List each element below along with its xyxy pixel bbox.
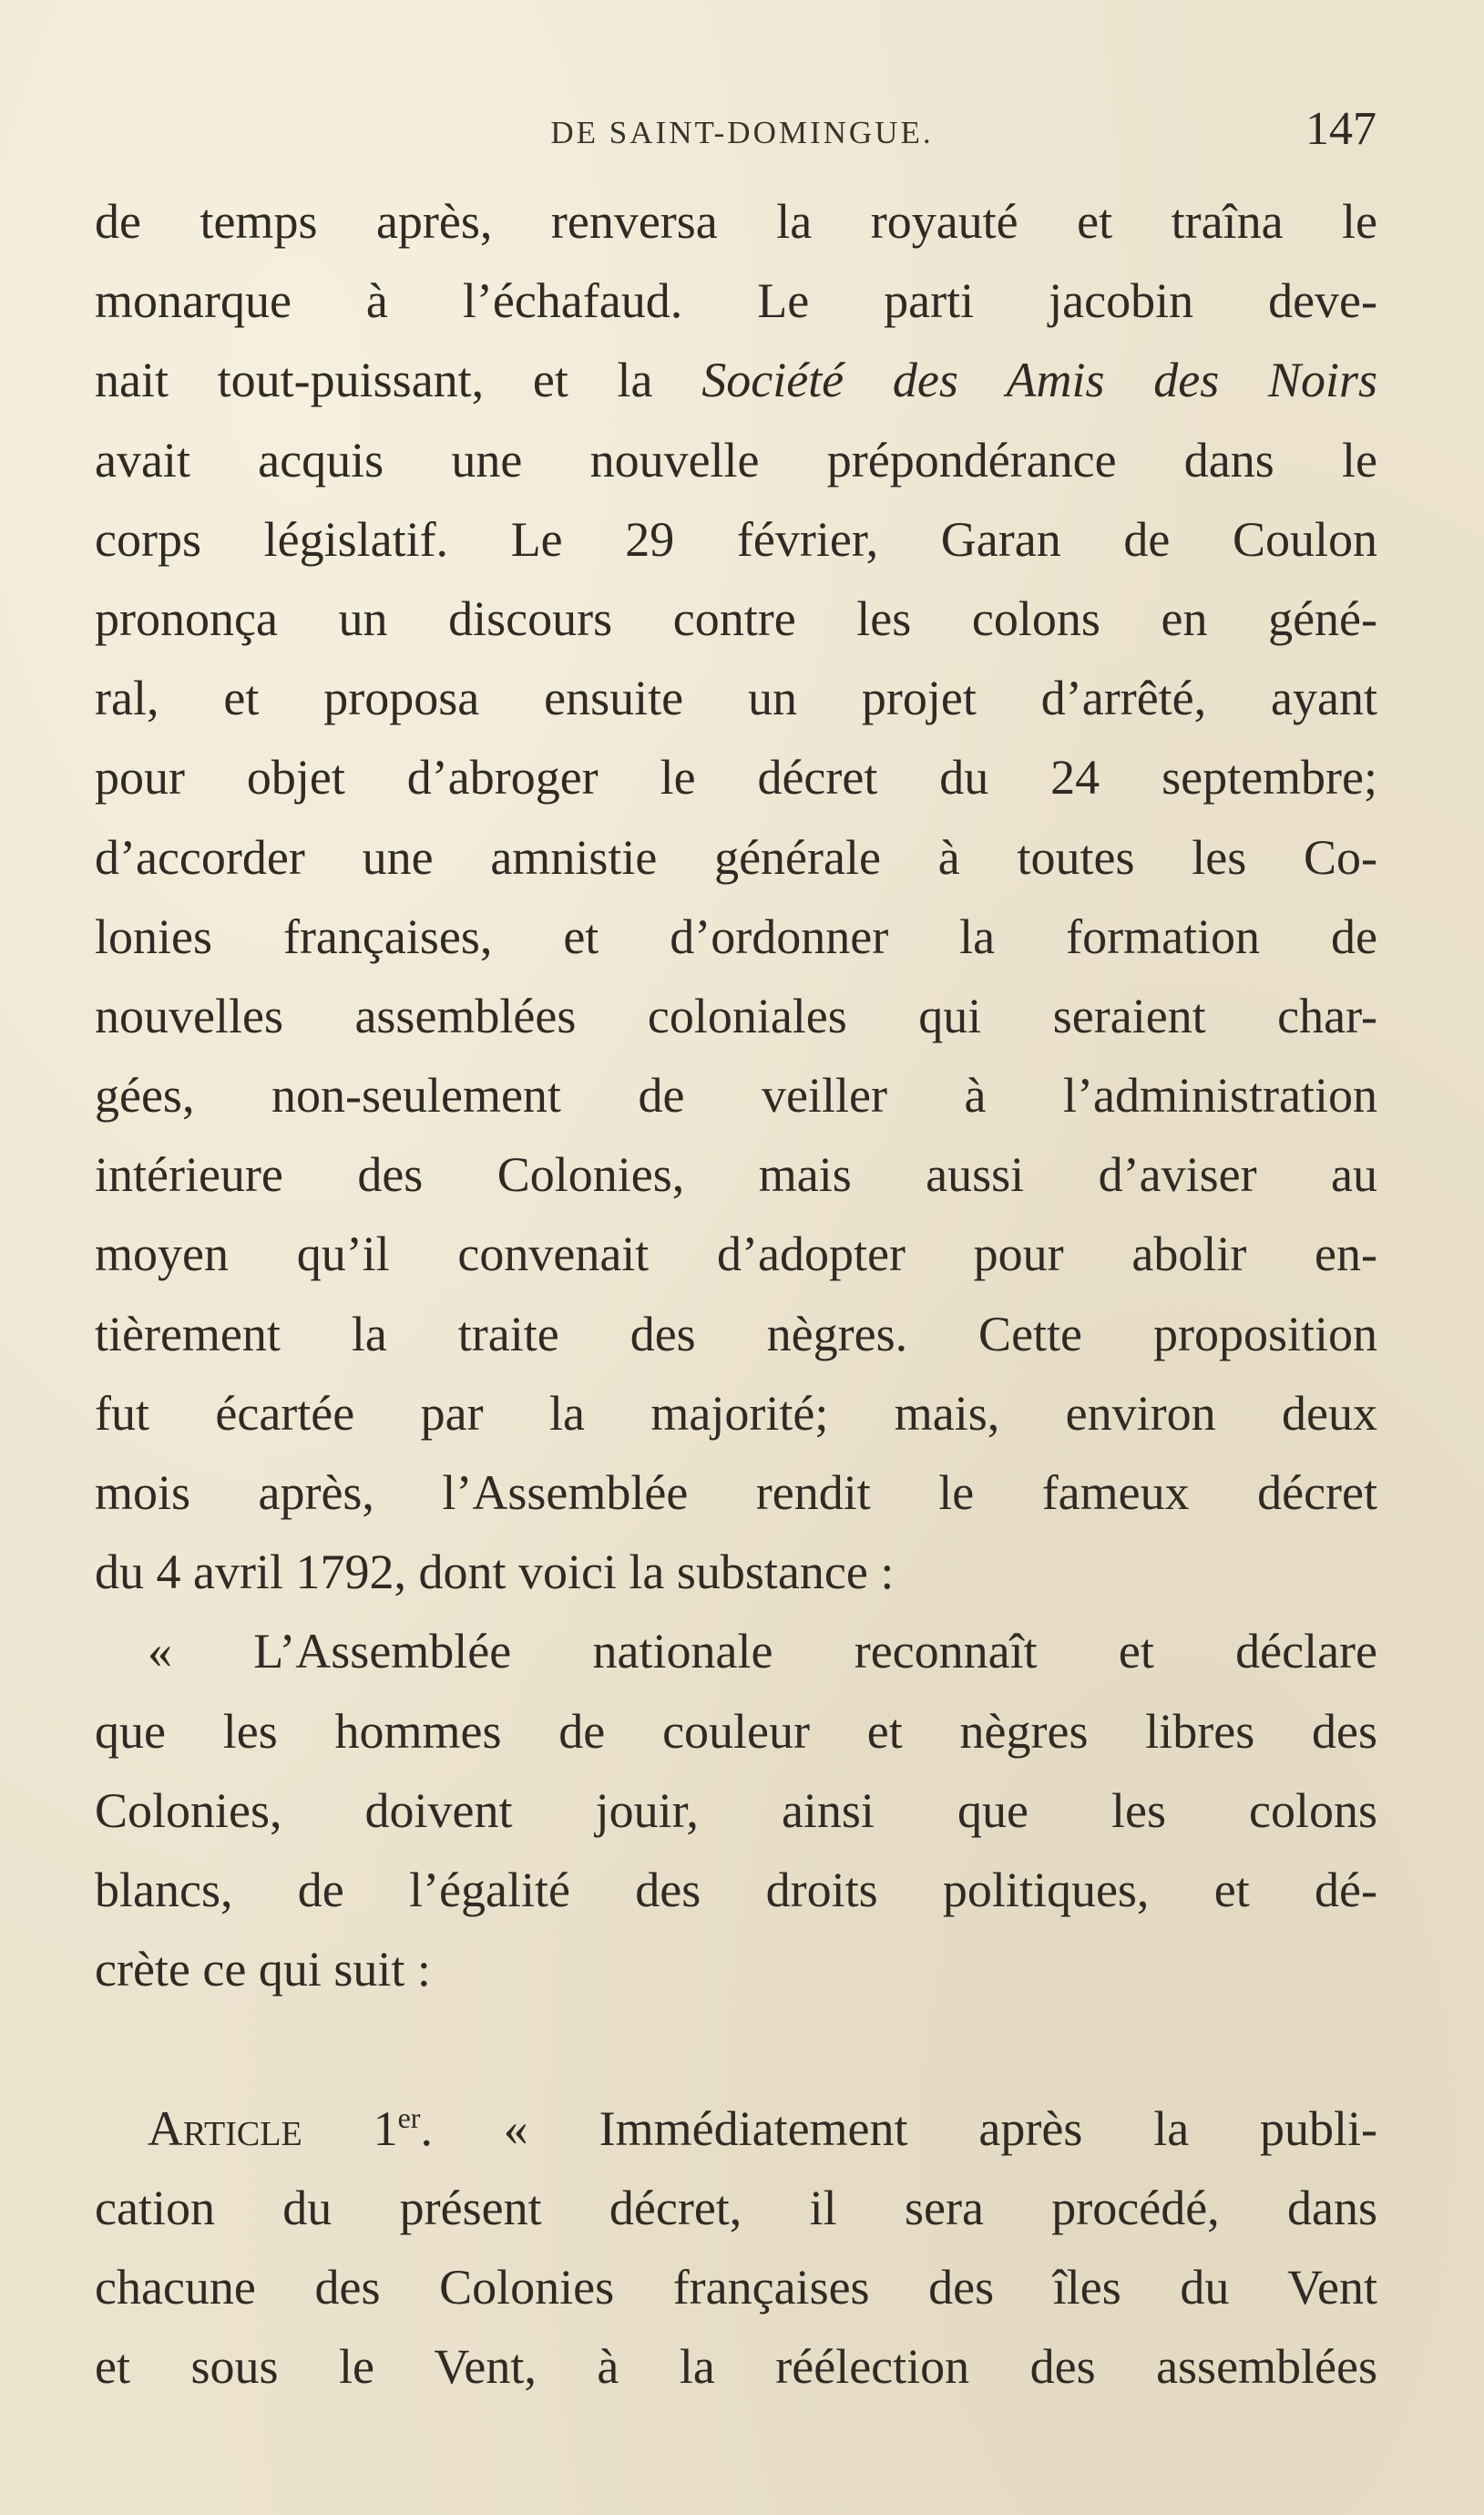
text-line [95,341,1377,420]
article-ordinal: er [397,2100,421,2134]
text-line [95,2089,1377,2169]
text-line: lonies françaises, et d’ordonner la formation de [95,908,1377,964]
text-line: crète ce qui suit : [95,1942,431,1997]
text-line: Colonies, doivent jouir, ainsi que les colons [95,1782,1377,1838]
running-head [0,98,1484,162]
text-line: gées, non-seulement de veiller à l’administration [95,1068,1377,1124]
text-line: tièrement la traite des nègres. Cette proposition [95,1306,1377,1361]
text-line: monarque à l’échafaud. Le parti jacobin deve- [95,273,1377,329]
article-label: Article [148,2100,302,2156]
text-line: prononça un discours contre les colons en géné- [95,590,1377,646]
text-line: intérieure des Colonies, mais aussi d’aviser au [95,1147,1377,1203]
text-segment: . « Immédiatement après la publi- [420,2100,1377,2156]
body-text [95,182,1377,2407]
page-number: 147 [1305,103,1377,155]
running-head-title: DE SAINT-DOMINGUE. [550,115,934,150]
text-line: d’accorder une amnistie générale à toutes les Co- [95,829,1377,885]
text-line: avait acquis une nouvelle prépondérance dans le [95,432,1377,488]
text-line: que les hommes de couleur et nègres libres des [95,1703,1377,1759]
text-line: blancs, de l’égalité des droits politiques, et dé- [95,1862,1377,1917]
text-line: ral, et proposa ensuite un projet d’arrêté, ayant [95,671,1377,726]
text-line: corps législatif. Le 29 février, Garan de Coulon [95,511,1377,567]
text-line: fut écartée par la majorité; mais, environ deux [95,1385,1377,1441]
article-number: 1 [373,2100,398,2156]
text-line: de temps après, renversa la royauté et traîna le [95,194,1377,249]
text-line: mois après, l’Assemblée rendit le fameux décret [95,1465,1377,1520]
paragraph-gap [95,2009,1377,2089]
text-line: du 4 avril 1792, dont voici la substance : [95,1545,895,1600]
text-line: « L’Assemblée nationale reconnaît et déclare [148,1624,1377,1679]
italic-title: Société des Amis des Noirs [701,353,1377,408]
text-line: moyen qu’il convenait d’adopter pour abolir en- [95,1227,1377,1282]
text-segment: nait tout-puissant, et la [95,353,702,408]
text-line: pour objet d’abroger le décret du 24 septembre; [95,750,1377,806]
text-line: cation du présent décret, il sera procédé, dans [95,2180,1377,2235]
text-line: nouvelles assemblées coloniales qui seraient char- [95,988,1377,1043]
text-line: et sous le Vent, à la réélection des assemblées [95,2339,1377,2395]
text-line: chacune des Colonies françaises des îles du Vent [95,2259,1377,2315]
